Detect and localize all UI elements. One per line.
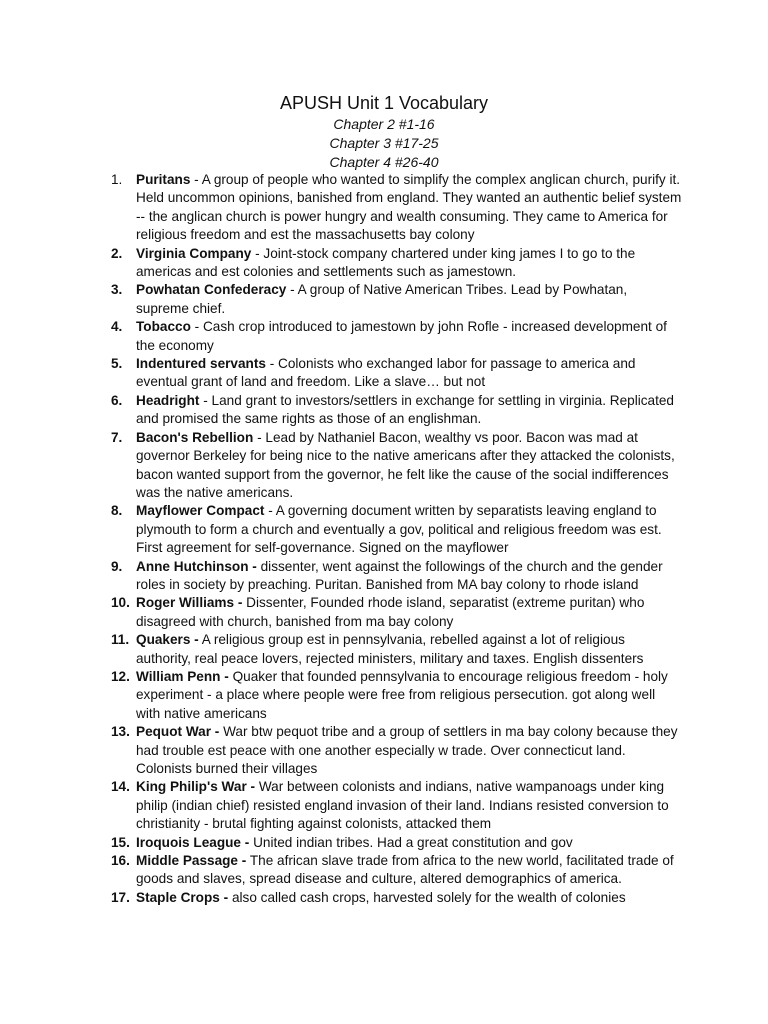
vocab-term: Powhatan Confederacy bbox=[136, 282, 287, 298]
vocab-term: Roger Williams - bbox=[136, 595, 243, 611]
vocab-item bbox=[111, 668, 683, 723]
vocab-term: Puritans bbox=[136, 172, 191, 187]
item-number: 15. bbox=[111, 834, 130, 850]
item-number: 13. bbox=[111, 724, 130, 740]
item-number: 12. bbox=[111, 668, 130, 684]
vocab-definition: Joint-stock company chartered under king james I to go to the americas and est colonies and settlements such as jamestown. bbox=[136, 245, 636, 280]
vocab-definition: A group of people who wanted to simplify the complex anglican church, purify it. Held uncommon opinions, banished from england. They wanted an authentic belief system -- the anglican church is power hungry and wealth consuming. They came to America for religious freedom and est the massachusetts bay colony bbox=[136, 172, 682, 243]
vocab-definition: War btw pequot tribe and a group of settlers in ma bay colony because they had trouble est peace with one another especially w trade. Over connecticut land. Colonists burned their villages bbox=[136, 724, 678, 776]
vocab-item bbox=[111, 281, 683, 318]
vocab-item bbox=[111, 852, 683, 889]
separator: - bbox=[264, 503, 276, 519]
vocab-item bbox=[111, 355, 683, 392]
vocab-term: Staple Crops - bbox=[136, 889, 229, 905]
separator: - bbox=[251, 245, 264, 261]
vocab-item bbox=[111, 429, 683, 503]
vocab-definition: Dissenter, Founded rhode island, separatist (extreme puritan) who disagreed with church, banished from ma bay colony bbox=[136, 595, 645, 629]
vocab-definition: A religious group est in pennsylvania, rebelled against a lot of religious authority, real peace lovers, rejected ministers, military and taxes. English dissenters bbox=[136, 632, 644, 666]
vocab-definition: War between colonists and indians, native wampanoags under king philip (indian chief) resisted england invasion of their land. Indians resisted conversion to christianity - brutal fighting against colonists, attacked them bbox=[136, 779, 669, 832]
vocab-item bbox=[111, 318, 683, 355]
vocab-item bbox=[111, 171, 683, 245]
vocab-term: William Penn - bbox=[136, 668, 229, 684]
separator: - bbox=[265, 356, 279, 372]
chapter-range: Chapter 3 #17-25 bbox=[329, 135, 439, 151]
item-number: 17. bbox=[111, 889, 130, 905]
item-number: 16. bbox=[111, 853, 130, 869]
chapter-list bbox=[0, 115, 768, 172]
item-number: 8. bbox=[111, 503, 123, 519]
vocab-definition: Cash crop introduced to jamestown by john Rofle - increased development of the economy bbox=[136, 319, 667, 353]
vocab-definition: Lead by Nathaniel Bacon, wealthy vs poor. Bacon was mad at governor Berkeley for being nice to the native americans after they attacked the colonists, bacon wanted support from the governor, he felt like the cause of the social indifferences was the native americans. bbox=[136, 429, 675, 500]
vocab-item bbox=[111, 558, 683, 595]
vocab-item bbox=[111, 834, 683, 852]
vocab-item bbox=[111, 889, 683, 907]
item-number: 3. bbox=[111, 282, 123, 298]
item-number: 1. bbox=[111, 172, 123, 187]
item-number: 6. bbox=[111, 392, 123, 408]
vocab-term: Headright bbox=[136, 392, 200, 408]
vocab-term: Iroquois League - bbox=[136, 834, 250, 850]
separator: - bbox=[190, 172, 202, 187]
vocab-definition: Colonists who exchanged labor for passage to america and eventual grant of land and freedom. Like a slave… but not bbox=[136, 356, 636, 390]
separator: - bbox=[286, 282, 298, 298]
vocab-term: Virginia Company bbox=[136, 245, 252, 261]
chapter-range: Chapter 2 #1-16 bbox=[333, 116, 435, 132]
item-number: 10. bbox=[111, 595, 130, 611]
vocab-term: Quakers - bbox=[136, 632, 199, 648]
vocab-term: Tobacco bbox=[136, 319, 191, 335]
page-title: APUSH Unit 1 Vocabulary bbox=[279, 93, 489, 113]
vocab-definition: Land grant to investors/settlers in exchange for settling in virginia. Replicated and promised the same rights as those of an englishman. bbox=[136, 392, 674, 427]
separator: - bbox=[190, 319, 203, 335]
vocab-item bbox=[111, 245, 683, 282]
vocab-term: King Philip's War - bbox=[136, 779, 256, 795]
vocabulary-list bbox=[111, 171, 683, 907]
item-number: 4. bbox=[111, 319, 123, 335]
item-number: 2. bbox=[111, 245, 123, 261]
vocab-item bbox=[111, 502, 683, 557]
vocab-term: Middle Passage - bbox=[136, 853, 247, 869]
vocab-definition: also called cash crops, harvested solely for the wealth of colonies bbox=[231, 889, 626, 905]
separator: - bbox=[199, 392, 212, 408]
vocab-term: Anne Hutchinson - bbox=[136, 558, 257, 574]
vocab-definition: Quaker that founded pennsylvania to encourage religious freedom - holy experiment - a place where people were free from religious persecution. got along well with native americans bbox=[136, 668, 668, 721]
vocab-item bbox=[111, 392, 683, 429]
vocab-definition: A group of Native American Tribes. Lead by Powhatan, supreme chief. bbox=[136, 282, 628, 316]
vocab-item bbox=[111, 594, 683, 631]
vocab-term: Bacon's Rebellion bbox=[136, 429, 254, 445]
vocab-term: Pequot War - bbox=[136, 724, 220, 740]
separator: - bbox=[253, 429, 266, 445]
vocab-definition: dissenter, went against the followings of the church and the gender roles in society by preaching. Puritan. Banished from MA bay colony to rhode island bbox=[136, 558, 663, 592]
vocab-term: Indentured servants bbox=[136, 356, 266, 372]
vocab-definition: The african slave trade from africa to the new world, facilitated trade of goods and slaves, spread disease and culture, altered demographics of america. bbox=[136, 853, 674, 887]
chapter-range: Chapter 4 #26-40 bbox=[329, 154, 439, 170]
vocab-definition: United indian tribes. Had a great constitution and gov bbox=[253, 834, 573, 850]
vocab-definition: A governing document written by separatists leaving england to plymouth to form a church and eventually a gov, political and religious freedom was est. First agreement for self-governance. Signed on the mayflower bbox=[136, 503, 662, 556]
item-number: 11. bbox=[111, 632, 130, 648]
vocab-item bbox=[111, 631, 683, 668]
item-number: 5. bbox=[111, 356, 123, 372]
vocab-item bbox=[111, 778, 683, 833]
item-number: 14. bbox=[111, 779, 130, 795]
vocab-term: Mayflower Compact bbox=[136, 503, 265, 519]
item-number: 7. bbox=[111, 429, 123, 445]
vocab-item bbox=[111, 723, 683, 778]
item-number: 9. bbox=[111, 558, 123, 574]
